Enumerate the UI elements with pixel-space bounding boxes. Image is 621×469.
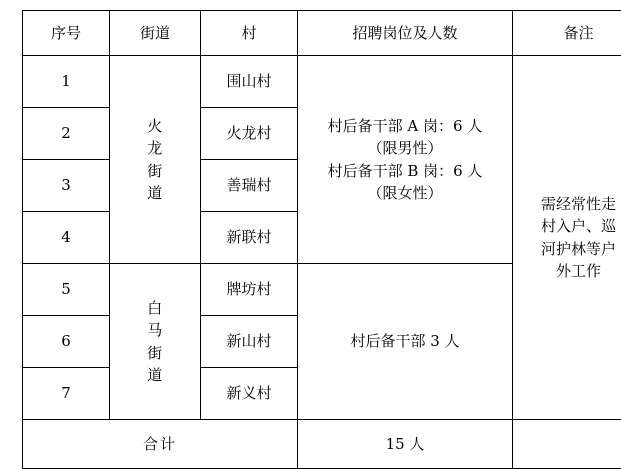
cell-no: 6 <box>23 316 110 368</box>
post-line: 村后备干部 B 岗：6 人 <box>302 160 508 183</box>
header-cell-street: 街道 <box>110 11 201 56</box>
header-cell-no: 序号 <box>23 11 110 56</box>
cell-no: 1 <box>23 56 110 108</box>
cell-village: 新山村 <box>201 316 298 368</box>
table-row <box>23 56 621 108</box>
table-header <box>23 11 621 56</box>
table-header-row <box>23 11 621 56</box>
remark-line: 村入户、巡 <box>517 215 621 238</box>
remark-line: 河护林等户 <box>517 238 621 261</box>
cell-village: 新义村 <box>201 368 298 420</box>
post-line: （限女性） <box>302 182 508 205</box>
cell-no: 5 <box>23 264 110 316</box>
cell-no: 3 <box>23 160 110 212</box>
cell-village: 善瑞村 <box>201 160 298 212</box>
table-total-row <box>23 420 621 469</box>
street-char: 道 <box>114 182 196 205</box>
cell-posts-group-a <box>298 56 513 264</box>
cell-village: 火龙村 <box>201 108 298 160</box>
cell-village: 围山村 <box>201 56 298 108</box>
cell-posts-group-b: 村后备干部 3 人 <box>298 264 513 420</box>
cell-village: 牌坊村 <box>201 264 298 316</box>
street-char: 街 <box>114 342 196 365</box>
post-line: 村后备干部 A 岗：6 人 <box>302 115 508 138</box>
cell-no: 2 <box>23 108 110 160</box>
cell-street-huolong <box>110 56 201 264</box>
street-char: 火 <box>114 115 196 138</box>
street-char: 白 <box>114 297 196 320</box>
cell-village: 新联村 <box>201 212 298 264</box>
cell-street-baima <box>110 264 201 420</box>
total-label: 合计 <box>23 420 298 469</box>
remark-line: 外工作 <box>517 260 621 283</box>
street-char: 街 <box>114 160 196 183</box>
recruitment-table <box>22 10 621 469</box>
header-cell-village: 村 <box>201 11 298 56</box>
cell-no: 4 <box>23 212 110 264</box>
cell-remark <box>513 56 621 420</box>
header-cell-posts: 招聘岗位及人数 <box>298 11 513 56</box>
street-char: 龙 <box>114 137 196 160</box>
table-body <box>23 56 621 469</box>
total-count: 15 人 <box>298 420 513 469</box>
street-char: 道 <box>114 364 196 387</box>
cell-no: 7 <box>23 368 110 420</box>
header-cell-remark: 备注 <box>513 11 621 56</box>
post-line: （限男性） <box>302 137 508 160</box>
street-char: 马 <box>114 319 196 342</box>
total-remark <box>513 420 621 469</box>
remark-line: 需经常性走 <box>517 193 621 216</box>
